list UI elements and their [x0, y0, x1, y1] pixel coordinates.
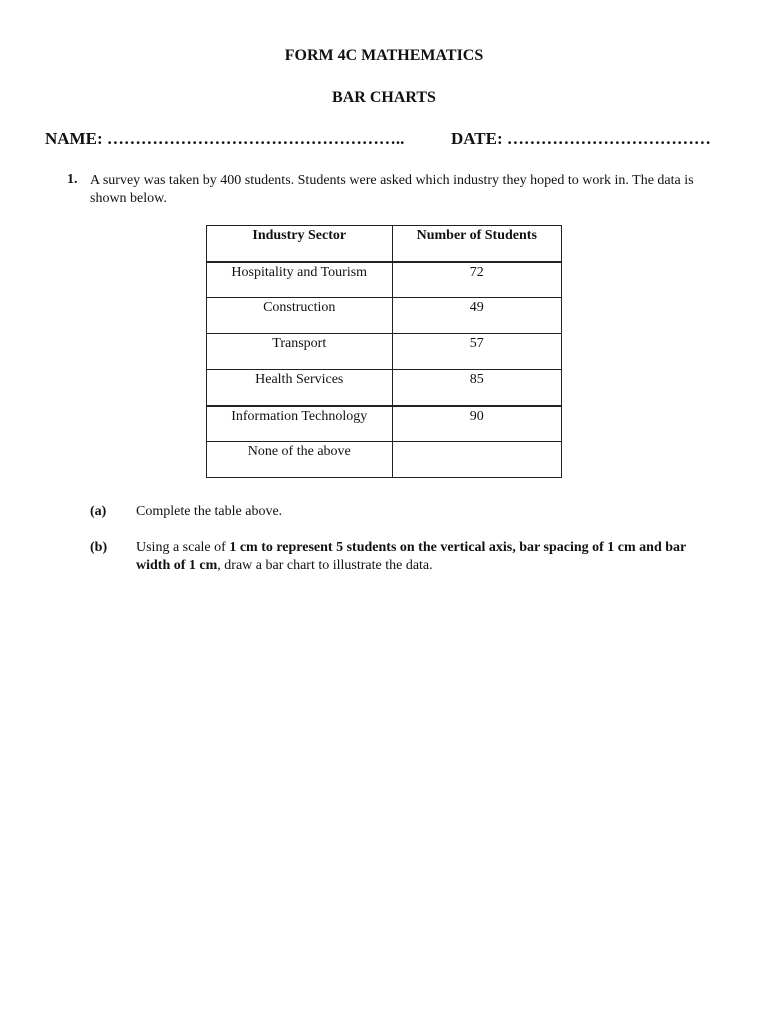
- name-date-line: [45, 129, 725, 149]
- count-cell: 57: [392, 334, 562, 370]
- part-b-text-tail: , draw a bar chart to illustrate the data.: [217, 558, 433, 573]
- sector-cell: Information Technology: [207, 406, 393, 442]
- table-row: [207, 442, 562, 478]
- industry-table: [206, 225, 562, 478]
- count-cell: 72: [392, 262, 562, 298]
- count-cell: 49: [392, 298, 562, 334]
- count-cell: 85: [392, 370, 562, 406]
- count-cell-blank[interactable]: [392, 442, 562, 478]
- column-header-count: Number of Students: [392, 226, 562, 262]
- table-row: [207, 406, 562, 442]
- part-b-text-lead: Using a scale of: [136, 540, 230, 555]
- sector-cell: Construction: [207, 298, 393, 334]
- page-title: FORM 4C MATHEMATICS: [284, 47, 484, 64]
- sector-cell: Hospitality and Tourism: [207, 262, 393, 298]
- sector-cell: Health Services: [207, 370, 393, 406]
- column-header-sector: Industry Sector: [207, 226, 393, 262]
- part-a-label: (a): [90, 504, 107, 519]
- table-row: [207, 298, 562, 334]
- part-b-text-bold: 1 cm to represent 5 students on the vertical axis, bar spacing of 1 cm and bar width of 1 cm: [136, 540, 686, 573]
- table-row: [207, 262, 562, 298]
- question-text: A survey was taken by 400 students. Students were asked which industry they hoped to work in. The data is shown below.: [90, 173, 694, 206]
- name-field-label: NAME: ……………………………………………..: [45, 129, 405, 148]
- part-a-text: Complete the table above.: [136, 504, 283, 519]
- sector-cell: Transport: [207, 334, 393, 370]
- part-b-label: (b): [90, 540, 108, 555]
- table-row: [207, 370, 562, 406]
- sector-cell: None of the above: [207, 442, 393, 478]
- date-field-label: DATE: ………………………………: [451, 129, 711, 148]
- page-subtitle: BAR CHARTS: [332, 89, 436, 106]
- table-header-row: [207, 226, 562, 262]
- count-cell: 90: [392, 406, 562, 442]
- question-number: 1.: [67, 172, 78, 187]
- part-b-text: [136, 539, 716, 575]
- table-row: [207, 334, 562, 370]
